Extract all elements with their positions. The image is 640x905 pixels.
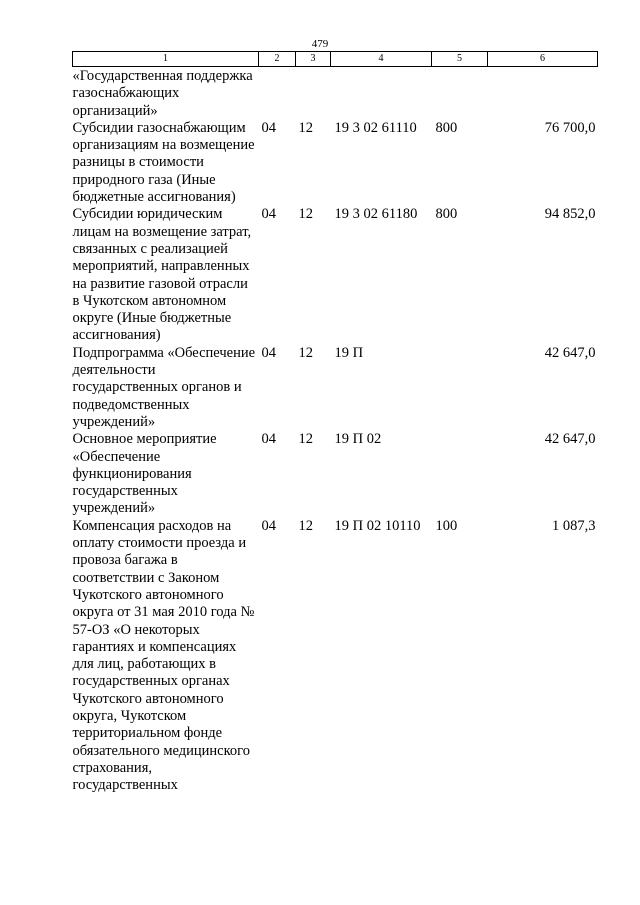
row-target-article: 19 П 02 [334, 431, 382, 448]
row-target-article: 19 3 02 61180 [334, 206, 418, 223]
table-row [73, 431, 598, 517]
row-amount: 42 647,0 [544, 431, 596, 448]
row-target-article: 19 3 02 61110 [334, 119, 417, 136]
column-header-subsection: 3 [296, 52, 331, 67]
table-header [73, 52, 598, 67]
row-name: Подпрограмма «Обеспечение деятельности государственных органов и подведомственных учреждений» [72, 344, 256, 430]
table-row [73, 518, 598, 795]
row-section: 04 [261, 119, 276, 136]
row-expense-type: 800 [435, 119, 458, 136]
header-row [73, 52, 598, 67]
row-subsection: 12 [298, 431, 313, 448]
table-row [73, 345, 598, 431]
row-expense-type: 100 [435, 517, 458, 534]
table-row [73, 120, 598, 206]
table-row [73, 206, 598, 344]
row-expense-type: 800 [435, 206, 458, 223]
row-name: Основное мероприятие «Обеспечение функционирования государственных учреждений» [72, 431, 217, 517]
column-header-target: 4 [331, 52, 432, 67]
column-header-name: 1 [73, 52, 259, 67]
row-expense-type [432, 67, 488, 120]
row-name: Субсидии юридическим лицам на возмещение затрат, связанных с реализацией мероприятий, направленных на развитие газовой отрасли в Чукотском автономном округе (Иные бюджетные ассигнования) [72, 206, 252, 344]
column-header-amount: 6 [488, 52, 598, 67]
row-amount: 76 700,0 [544, 119, 596, 136]
budget-table [72, 51, 598, 794]
row-name: Субсидии газоснабжающим организациям на возмещение разницы в стоимости природного газа (Иные бюджетные ассигнования) [72, 119, 255, 206]
row-section: 04 [261, 431, 276, 448]
row-section: 04 [261, 206, 276, 223]
row-subsection: 12 [298, 517, 313, 534]
row-subsection: 12 [298, 344, 313, 361]
row-expense-type [432, 431, 488, 517]
row-amount: 42 647,0 [544, 344, 596, 361]
row-amount: 94 852,0 [544, 206, 596, 223]
row-section: 04 [261, 344, 276, 361]
row-subsection: 12 [298, 206, 313, 223]
row-amount: 1 087,3 [552, 517, 596, 534]
table-body [73, 67, 598, 795]
row-section [259, 67, 296, 120]
page-number: 479 [311, 38, 329, 50]
row-subsection [296, 67, 331, 120]
row-section: 04 [261, 517, 276, 534]
table-row [73, 67, 598, 120]
row-name: «Государственная поддержка газоснабжающих организаций» [72, 68, 253, 119]
row-target-article: 19 П 02 10110 [334, 517, 421, 534]
row-amount [488, 67, 598, 120]
column-header-section: 2 [259, 52, 296, 67]
row-name: Компенсация расходов на оплату стоимости проезда и провоза багажа в соответствии с Законом Чукотского автономного округа от 31 мая 2010 года № 57-ОЗ «О некоторых гарантиях и компенсациях для лиц, работающих в государственных органах Чукотского автономного округа, Чукотском территориальном фонде обязательного медицинского страхования, государственных [72, 517, 255, 794]
row-target-article [331, 67, 432, 120]
column-header-expense-type: 5 [432, 52, 488, 67]
row-target-article: 19 П [334, 344, 364, 361]
row-expense-type [432, 345, 488, 431]
row-subsection: 12 [298, 119, 313, 136]
